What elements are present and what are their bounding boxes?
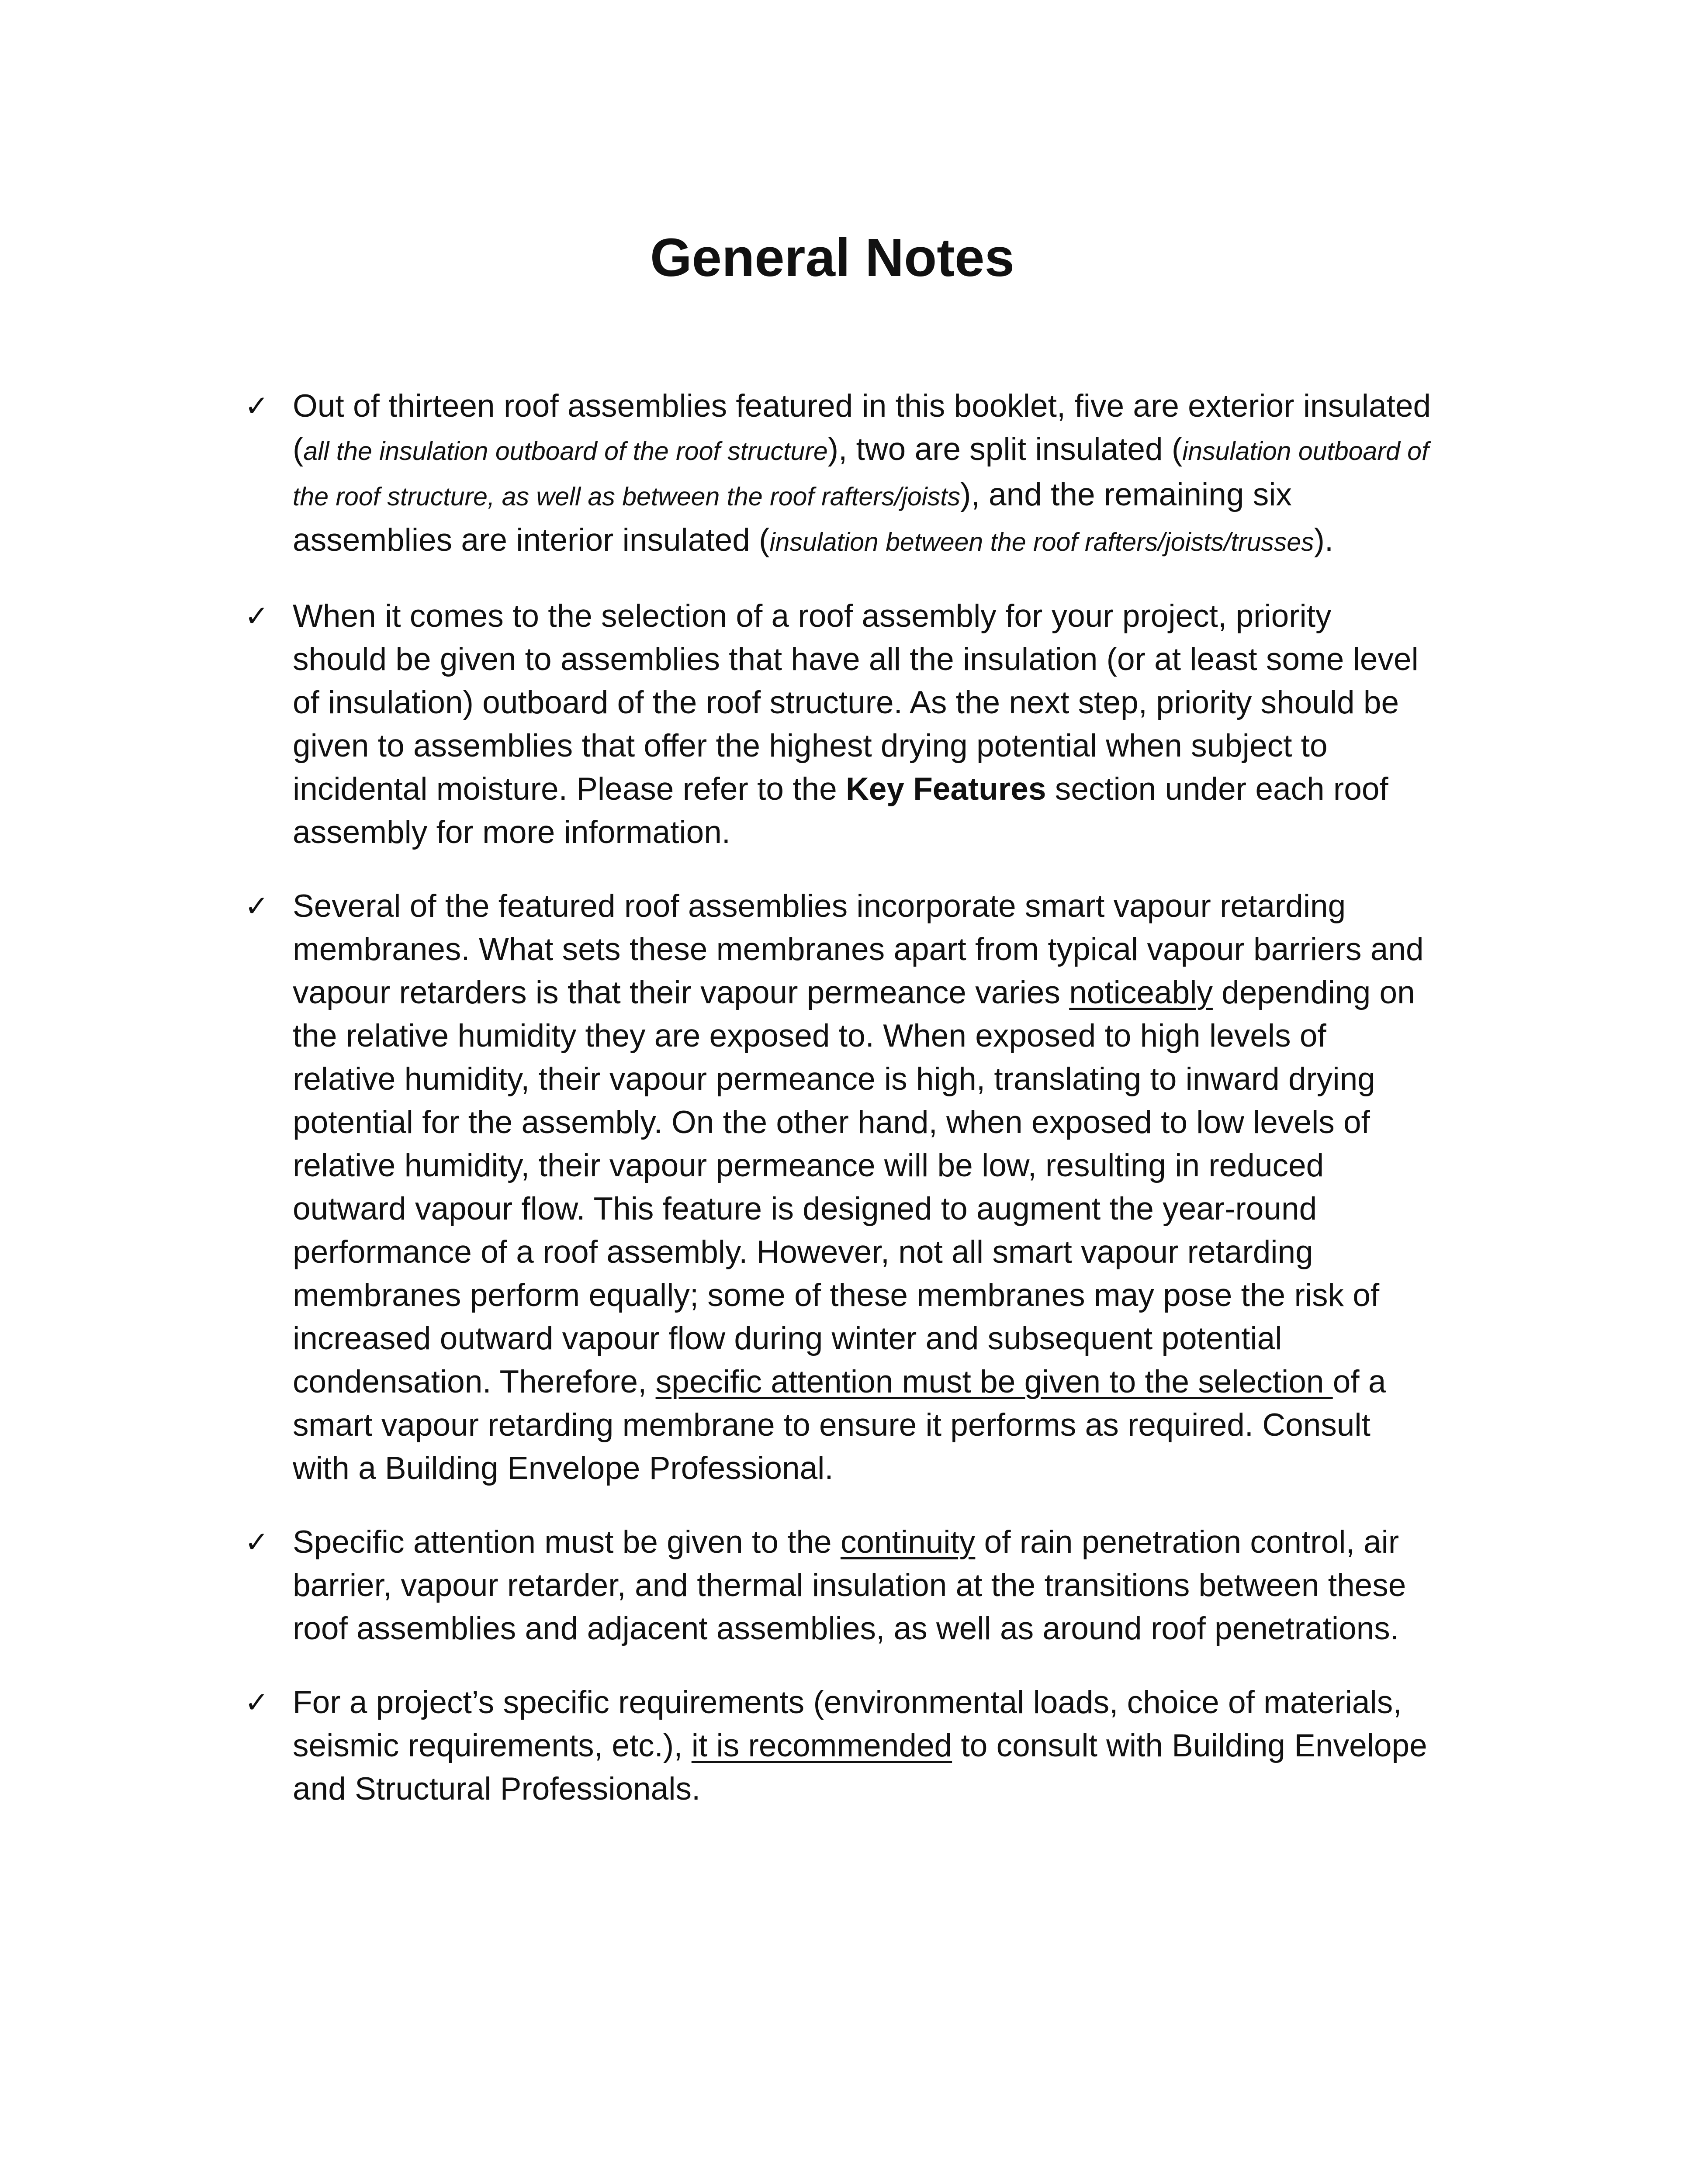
note-text: continuity (840, 1524, 976, 1560)
note-text: Key Features (846, 771, 1046, 807)
note-item (245, 1521, 1433, 1650)
note-item (245, 1681, 1433, 1811)
note-text: specific attention must be given to the selection (655, 1364, 1333, 1400)
note-text: all the insulation outboard of the roof structure (303, 437, 828, 466)
note-text: Several of the featured roof assemblies incorporate smart vapour retarding membranes. What sets these membranes apart from typical vapour barriers and vapour retarders is that their vapour permeance varies (293, 888, 1424, 1010)
checkmark-icon: ✓ (245, 599, 269, 633)
note-text: For a project’s specific requirements (environmental loads, choice of materials, seismic requirements, etc.), (293, 1685, 1402, 1763)
note-item (245, 885, 1433, 1490)
note-item (245, 594, 1433, 854)
checkmark-icon: ✓ (245, 389, 269, 423)
note-text: ), two are split insulated ( (827, 432, 1183, 467)
note-text: ), and the remaining six assemblies are interior insulated ( (293, 477, 1292, 558)
note-text: of a smart vapour retarding membrane to ensure it performs as required. Consult with a Building Envelope Professional. (293, 1364, 1386, 1486)
note-text: insulation outboard of the roof structure, as well as between the roof rafters/joists (293, 437, 1429, 511)
page-title: General Notes (650, 228, 1014, 288)
checkmark-icon: ✓ (245, 1686, 269, 1719)
note-text: When it comes to the selection of a roof assembly for your project, priority should be given to assemblies that have all the insulation (or at least some level of insulation) outboard of the roof structure. As the next step, priority should be given to assemblies that offer the highest drying potential when subject to incidental moisture. Please refer to the (293, 598, 1419, 807)
note-text: to consult with Building Envelope and Structural Professionals. (293, 1728, 1427, 1807)
checkmark-icon: ✓ (245, 1525, 269, 1559)
note-text: Out of thirteen roof assemblies featured in this booklet, five are exterior insulated ( (293, 388, 1431, 467)
note-text: section under each roof assembly for more information. (293, 771, 1388, 850)
note-text: ). (1314, 522, 1334, 558)
note-text: of rain penetration control, air barrier, vapour retarder, and thermal insulation at the transitions between these roof assemblies and adjacent assemblies, as well as around roof penetrations. (293, 1524, 1406, 1646)
note-text: Specific attention must be given to the (293, 1524, 841, 1560)
note-item (245, 384, 1433, 564)
notes-list (245, 384, 1433, 1841)
note-text: it is recommended (691, 1728, 952, 1763)
note-text: depending on the relative humidity they are exposed to. When exposed to high levels of relative humidity, their vapour permeance is high, translating to inward drying potential for the assembly. On the other hand, when exposed to low levels of relative humidity, their vapour permeance will be low, resulting in reduced outward vapour flow. This feature is designed to augment the year-round performance of a roof assembly. However, not all smart vapour retarding membranes perform equally; some of these membranes may pose the risk of increased outward vapour flow during winter and subsequent potential condensation. Therefore, (293, 975, 1415, 1400)
note-text: insulation between the roof rafters/joists/trusses (769, 528, 1314, 556)
checkmark-icon: ✓ (245, 889, 269, 923)
note-text: noticeably (1069, 975, 1213, 1010)
